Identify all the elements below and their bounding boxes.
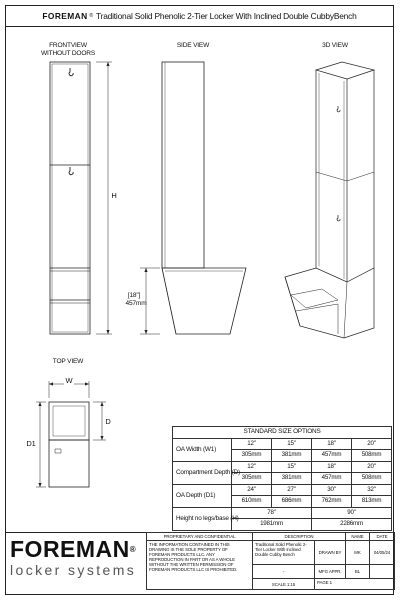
size-cell: 381mm: [272, 473, 312, 485]
size-cell: 762mm: [312, 496, 352, 508]
mfg-approval-date: [370, 565, 395, 579]
bench-height-inches: [18"]: [127, 292, 141, 299]
brand-name: FOREMAN: [10, 536, 130, 562]
size-cell: 15": [272, 438, 312, 450]
proprietary-heading: PROPRIETARY AND CONFIDENTIAL: [147, 533, 253, 541]
coat-hook-icon: [337, 106, 340, 221]
size-cell: 508mm: [352, 473, 392, 485]
scale-label: SCALE 1:15: [253, 579, 315, 590]
size-row-label: OA Depth (D1): [173, 484, 232, 507]
depth-label: D: [105, 417, 111, 426]
iso-view-locker: [285, 62, 374, 338]
date-heading: DATE: [370, 533, 395, 541]
size-cell: 305mm: [232, 450, 272, 462]
top-view-locker: [49, 402, 89, 487]
size-cell: 457mm: [312, 473, 352, 485]
size-cell: 813mm: [352, 496, 392, 508]
size-cell: 78": [232, 507, 312, 519]
size-cell: 20": [352, 438, 392, 450]
title-brand: FOREMAN: [42, 10, 88, 21]
drawn-by-label: DRAWN BY: [315, 541, 346, 565]
size-cell: 2286mm: [312, 519, 392, 531]
drawn-by-name: MK: [346, 541, 370, 565]
size-cell: 686mm: [272, 496, 312, 508]
size-cell: 12": [232, 461, 272, 473]
side-view-locker: [162, 62, 246, 334]
description-text: Traditional Solid Phenolic 2-Tier Locker With Inclined Double Cubby Bench: [253, 541, 315, 565]
size-cell: 610mm: [232, 496, 272, 508]
bench-height-mm: 457mm: [125, 300, 147, 307]
title-block-table: [146, 532, 395, 590]
standard-size-table: [172, 426, 392, 531]
size-cell: 12": [232, 438, 272, 450]
size-row-label: OA Width (W1): [173, 438, 232, 461]
size-row-label: Height no legs/base (H): [173, 507, 232, 530]
size-cell: 381mm: [272, 450, 312, 462]
size-cell: 305mm: [232, 473, 272, 485]
size-cell: 1981mm: [232, 519, 312, 531]
front-view-label: FRONTVIEW WITHOUT DOORS: [40, 42, 96, 57]
size-cell: 457mm: [312, 450, 352, 462]
top-view-dimensions: [36, 381, 106, 487]
width-label: W: [65, 376, 73, 385]
brand-registered-mark: ®: [129, 545, 137, 554]
size-cell: 15": [272, 461, 312, 473]
page-label: PAGE 1: [315, 579, 395, 590]
dimension-arrow-icon: [38, 62, 147, 487]
mfg-approval-label: MFG APPR.: [315, 565, 346, 579]
title-product: Traditional Solid Phenolic 2-Tier Locker With Inclined Double CubbyBench: [96, 10, 357, 21]
size-cell: 24": [232, 484, 272, 496]
size-table-caption: STANDARD SIZE OPTIONS: [173, 427, 392, 439]
size-cell: 27": [272, 484, 312, 496]
size-cell: 18": [312, 461, 352, 473]
brand-tagline: locker systems: [10, 562, 137, 578]
overall-depth-label: D1: [26, 439, 36, 448]
size-cell: 32": [352, 484, 392, 496]
coat-hook-icon: [69, 68, 73, 175]
side-view-label: SIDE VIEW: [176, 42, 210, 49]
title-registered-mark: ®: [89, 12, 94, 19]
iso-view-label: 3D VIEW: [322, 42, 348, 49]
description-dash: -: [253, 565, 315, 579]
drawn-date: 04/05/24: [370, 541, 395, 565]
front-view-locker: [50, 62, 90, 334]
size-cell: 90": [312, 507, 392, 519]
description-heading: DESCRIPTION: [253, 533, 346, 541]
size-cell: 30": [312, 484, 352, 496]
proprietary-text: THE INFORMATION CONTAINED IN THIS DRAWING IS THE SOLE PROPERTY OF FOREMAN PRODUCTS LLC. ANY REPRODUCTION IN PART OR AS A WHOLE WITHOUT THE WRITTEN PERMISSION OF FOREMAN PRODUCTS LLC IS PROHIBITED.: [147, 541, 253, 590]
size-cell: 20": [352, 461, 392, 473]
brand-logo: [10, 537, 140, 578]
name-heading: NAME: [346, 533, 370, 541]
top-view-label: TOP VIEW: [52, 358, 84, 365]
size-cell: 508mm: [352, 450, 392, 462]
size-cell: 18": [312, 438, 352, 450]
height-label: H: [111, 191, 117, 200]
mfg-approval-name: BL: [346, 565, 370, 579]
size-row-label: Compartment Depth (D): [173, 461, 232, 484]
